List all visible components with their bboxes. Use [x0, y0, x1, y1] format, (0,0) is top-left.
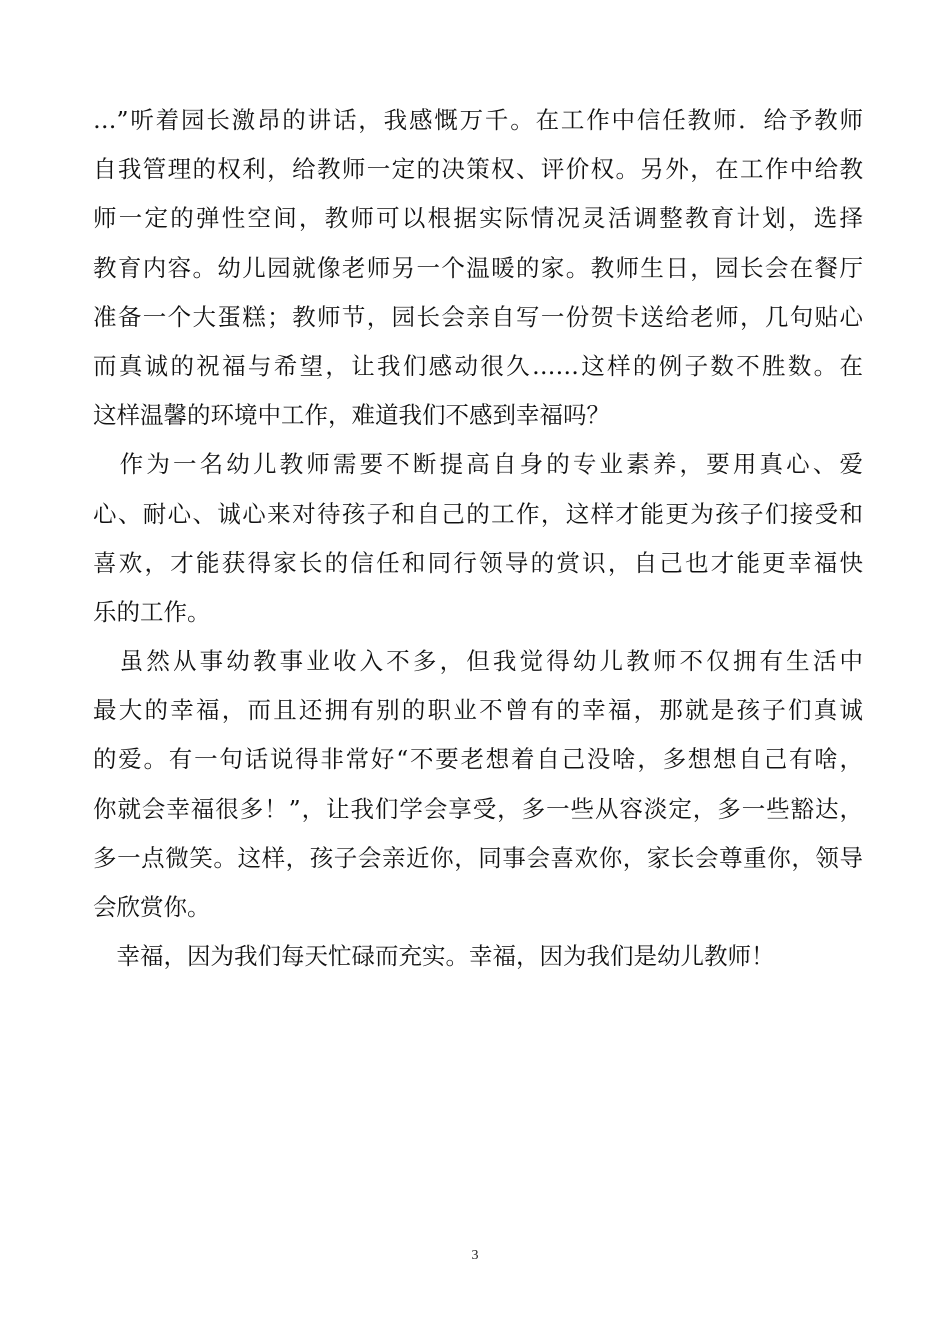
text-line: 这样温馨的环境中工作，难道我们不感到幸福吗？ [93, 401, 610, 430]
text-line: 心、耐心、诚心来对待孩子和自己的工作，这样才能更为孩子们接受和 [93, 499, 863, 528]
body-text [93, 96, 863, 981]
text-line: 幸福，因为我们每天忙碌而充实。幸福，因为我们是幼儿教师！ [93, 942, 775, 971]
text-line: 而真诚的祝福与希望，让我们感动很久……这样的例子数不胜数。在 [93, 351, 863, 380]
text-line: 多一点微笑。这样，孩子会亲近你，同事会喜欢你，家长会尊重你，领导 [93, 843, 863, 872]
text-line: 最大的幸福，而且还拥有别的职业不曾有的幸福，那就是孩子们真诚 [93, 696, 863, 725]
text-line: 的爱。有一句话说得非常好“不要老想着自己没啥，多想想自己有啥， [93, 745, 863, 774]
text-line: 乐的工作。 [93, 597, 211, 626]
text-line: …”听着园长激昂的讲话，我感慨万千。在工作中信任教师．给予教师 [93, 106, 863, 134]
text-line: 会欣赏你。 [93, 893, 211, 921]
text-line: 作为一名幼儿教师需要不断提高自身的专业素养，要用真心、爱 [93, 450, 863, 479]
page-number: 3 [471, 1248, 479, 1263]
text-line: 师一定的弹性空间，教师可以根据实际情况灵活调整教育计划，选择 [93, 204, 863, 233]
text-line: 虽然从事幼教事业收入不多，但我觉得幼儿教师不仅拥有生活中 [93, 647, 863, 676]
text-line: 准备一个大蛋糕；教师节，园长会亲自写一份贺卡送给老师，几句贴心 [93, 302, 863, 331]
text-line: 教育内容。幼儿园就像老师另一个温暖的家。教师生日，园长会在餐厅 [93, 253, 863, 282]
text-line: 自我管理的权利，给教师一定的决策权、评价权。另外，在工作中给教 [93, 155, 863, 184]
text-line: 喜欢，才能获得家长的信任和同行领导的赏识，自己也才能更幸福快 [93, 548, 863, 577]
text-line: 你就会幸福很多！”，让我们学会享受，多一些从容淡定，多一些豁达， [93, 794, 863, 823]
